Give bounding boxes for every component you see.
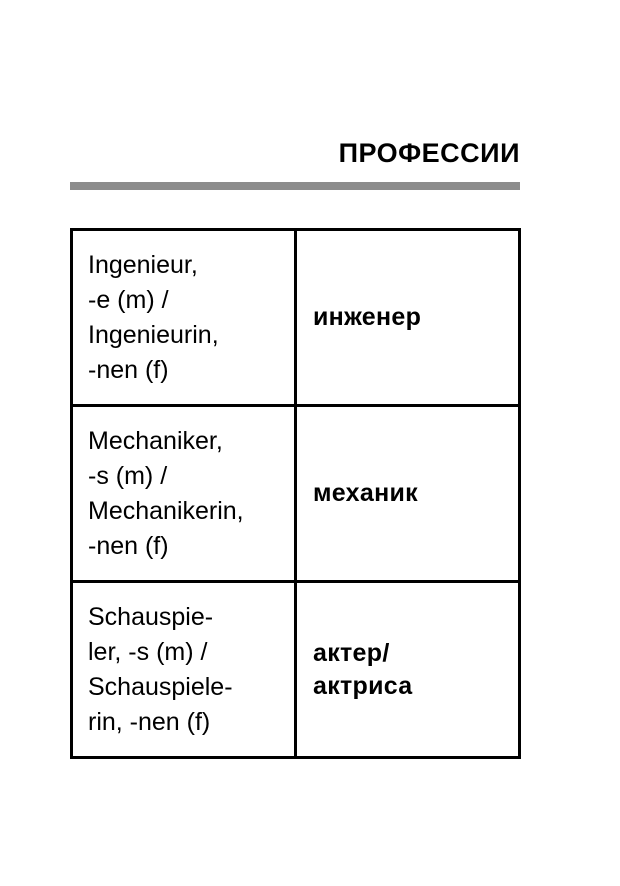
- title-underline-rule: [70, 182, 520, 190]
- table-row: [72, 230, 520, 406]
- german-term-line: ler, -s (m) /: [88, 637, 208, 666]
- russian-translation-cell: [296, 230, 520, 406]
- german-term-line: -nen (f): [88, 355, 169, 384]
- german-term-cell: [72, 406, 296, 582]
- russian-translation-line: механик: [313, 479, 418, 507]
- section-title: ПРОФЕССИИ: [338, 138, 520, 168]
- german-term-line: Schauspie-: [88, 602, 214, 631]
- german-term-line: Mechaniker,: [88, 426, 223, 455]
- russian-translation-cell: [296, 582, 520, 758]
- german-term-line: -e (m) /: [88, 285, 169, 314]
- table-row: [72, 406, 520, 582]
- german-term-line: -s (m) /: [88, 461, 168, 490]
- german-term-line: rin, -nen (f): [88, 707, 211, 736]
- german-term-line: -nen (f): [88, 531, 169, 560]
- russian-translation-line: актриса: [313, 671, 413, 700]
- russian-translation-line: инженер: [313, 303, 422, 331]
- german-term-line: Ingenieurin,: [88, 320, 219, 349]
- russian-translation-cell: [296, 406, 520, 582]
- german-term-cell: [72, 582, 296, 758]
- russian-translation-line: актер/: [313, 638, 390, 667]
- german-term-line: Schauspiele-: [88, 672, 233, 701]
- table-row: [72, 582, 520, 758]
- german-term-line: Mechanikerin,: [88, 496, 244, 525]
- german-term-cell: [72, 230, 296, 406]
- vocabulary-table: [70, 228, 521, 759]
- german-term-line: Ingenieur,: [88, 250, 198, 279]
